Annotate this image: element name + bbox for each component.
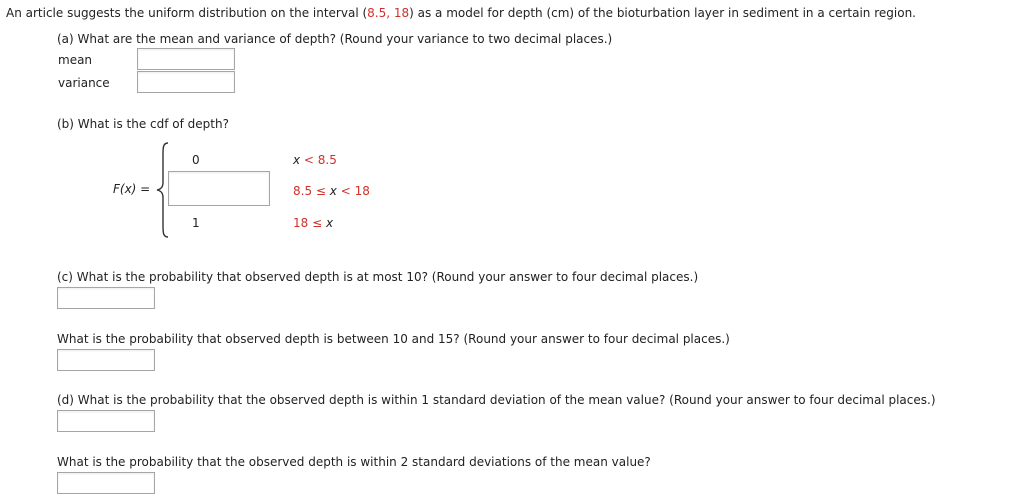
cdf-row1-var: x bbox=[293, 153, 301, 167]
problem-statement bbox=[6, 6, 916, 20]
cdf-row3-bound: 18 ≤ bbox=[293, 216, 326, 230]
variance-input[interactable] bbox=[137, 71, 235, 93]
cdf-row1-value: 0 bbox=[192, 153, 200, 167]
cdf-row2-upper: < 18 bbox=[336, 184, 370, 198]
part-c-question-2: What is the probability that observed depth is between 10 and 15? (Round your answer to four decimal places.) bbox=[57, 332, 730, 346]
intro-text-suffix: ) as a model for depth (cm) of the bioturbation layer in sediment in a certain region. bbox=[409, 6, 916, 20]
cdf-middle-input[interactable] bbox=[168, 171, 270, 206]
cdf-row1-rest: < 8.5 bbox=[300, 153, 337, 167]
part-d-question-2: What is the probability that the observed depth is within 2 standard deviations of the mean value? bbox=[57, 455, 651, 469]
cdf-row2-condition bbox=[293, 184, 370, 198]
part-a-question: (a) What are the mean and variance of depth? (Round your variance to two decimal places.) bbox=[57, 32, 613, 46]
part-c-answer-2-input[interactable] bbox=[57, 349, 155, 371]
cdf-row1-condition bbox=[293, 153, 337, 167]
cdf-row3-condition bbox=[293, 216, 333, 230]
intro-text-prefix: An article suggests the uniform distribution on the interval ( bbox=[6, 6, 368, 20]
cdf-row3-value: 1 bbox=[192, 216, 200, 230]
part-d-question-1: (d) What is the probability that the observed depth is within 1 standard deviation of the mean value? (Round your answer to four decimal places.) bbox=[57, 393, 936, 407]
cdf-row3-var: x bbox=[325, 216, 334, 230]
mean-label: mean bbox=[58, 53, 93, 67]
cdf-label: F(x) = bbox=[113, 182, 151, 196]
mean-input[interactable] bbox=[137, 48, 235, 70]
variance-label: variance bbox=[58, 76, 110, 90]
part-c-answer-1-input[interactable] bbox=[57, 287, 155, 309]
part-d-answer-1-input[interactable] bbox=[57, 410, 155, 432]
interval-values: 8.5, 18 bbox=[367, 6, 410, 20]
cdf-row2-var: x bbox=[329, 184, 337, 198]
part-b-question: (b) What is the cdf of depth? bbox=[57, 117, 229, 131]
part-d-answer-2-input[interactable] bbox=[57, 472, 155, 494]
cdf-row2-lower: 8.5 ≤ bbox=[293, 184, 330, 198]
part-c-question-1: (c) What is the probability that observed depth is at most 10? (Round your answer to four decimal places.) bbox=[57, 270, 699, 284]
